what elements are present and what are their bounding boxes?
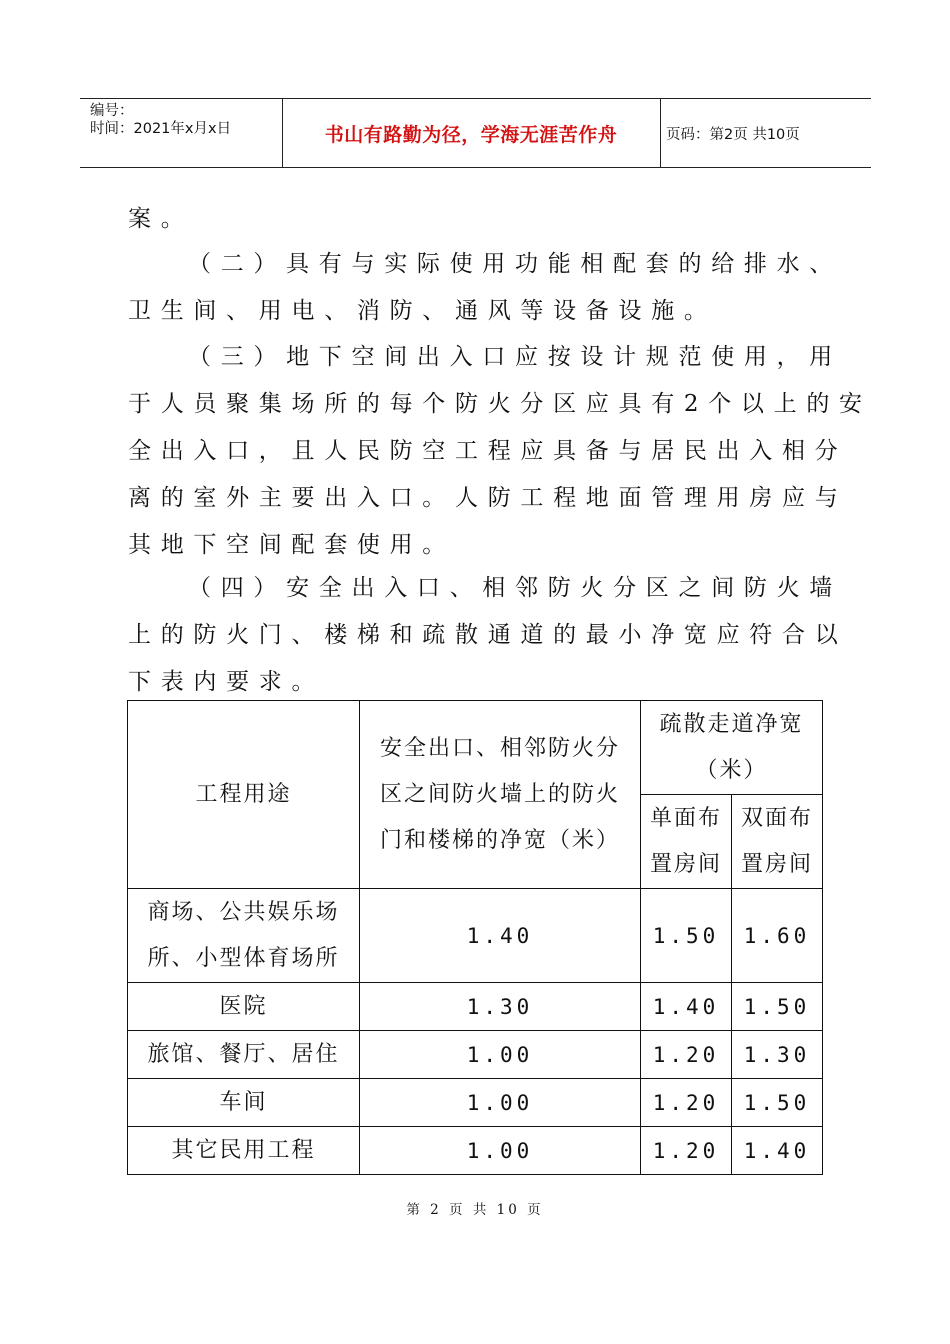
- cell-double-width: 1.40: [732, 1127, 823, 1175]
- text-line: 离的室外主要出入口。人防工程地面管理用房应与: [128, 485, 848, 511]
- document-number-label: 编号：: [90, 103, 134, 119]
- cell-double-width: 1.50: [732, 983, 823, 1031]
- header-page-code: 页码：第2页 共10页: [666, 126, 800, 143]
- cell-exit-width: 1.40: [360, 889, 641, 983]
- cell-single-width: 1.20: [641, 1031, 732, 1079]
- header-text-line: 双面布: [740, 805, 813, 831]
- header-cell-corridor-width: [641, 701, 823, 795]
- cell-use: 旅馆、餐厅、居住: [128, 1031, 360, 1079]
- width-requirements-table: [127, 700, 823, 1175]
- page-footer: 第 2 页 共 10 页: [406, 1202, 544, 1218]
- table-row: [128, 889, 823, 983]
- paragraph-continuation: [128, 196, 818, 243]
- cell-use: 车间: [128, 1079, 360, 1127]
- cell-double-width: 1.50: [732, 1079, 823, 1127]
- cell-exit-width: 1.30: [360, 983, 641, 1031]
- cell-exit-width: 1.00: [360, 1031, 641, 1079]
- cell-exit-width: 1.00: [360, 1079, 641, 1127]
- header-motto: 书山有路勤为径，学海无涯苦作舟: [324, 123, 618, 146]
- header-text-line: 单面布: [649, 805, 722, 831]
- cell-text-line: 所、小型体育场所: [147, 945, 340, 971]
- text-line: （二）具有与实际使用功能相配套的给排水、: [188, 251, 842, 277]
- text-line: 上的防火门、楼梯和疏散通道的最小净宽应符合以: [128, 622, 848, 648]
- paragraph-four: [128, 565, 848, 706]
- text-line: 下表内要求。: [128, 669, 325, 695]
- cell-single-width: 1.20: [641, 1127, 732, 1175]
- cell-single-width: 1.20: [641, 1079, 732, 1127]
- text-line: 于人员聚集场所的每个防火分区应具有2个以上的安: [128, 391, 872, 417]
- header-text-line: 门和楼梯的净宽（米）: [379, 827, 620, 853]
- header-text-line: 置房间: [649, 851, 722, 877]
- cell-single-width: 1.50: [641, 889, 732, 983]
- cell-use: 医院: [128, 983, 360, 1031]
- header-cell-double-sided: [732, 795, 823, 889]
- cell-single-width: 1.40: [641, 983, 732, 1031]
- cell-use: 其它民用工程: [128, 1127, 360, 1175]
- header-text-line: 区之间防火墙上的防火: [379, 781, 620, 807]
- text-line: 案。: [128, 206, 194, 232]
- header-cell-use: 工程用途: [128, 701, 360, 889]
- header-text-line: 置房间: [740, 851, 813, 877]
- cell-exit-width: 1.00: [360, 1127, 641, 1175]
- cell-double-width: 1.30: [732, 1031, 823, 1079]
- header-text-line: 疏散走道净宽: [659, 711, 804, 737]
- table-row: [128, 1079, 823, 1127]
- table-row: [128, 1031, 823, 1079]
- page-header: [80, 98, 871, 168]
- cell-text-line: 商场、公共娱乐场: [147, 899, 340, 925]
- text-line: （四）安全出入口、相邻防火分区之间防火墙: [188, 575, 842, 601]
- text-line: 卫生间、用电、消防、通风等设备设施。: [128, 298, 717, 324]
- table-row: [128, 1127, 823, 1175]
- header-cell-exit-width: [360, 701, 641, 889]
- document-time-label: 时间：2021年x月x日: [90, 121, 232, 137]
- header-text-line: （米）: [695, 757, 768, 783]
- cell-double-width: 1.60: [732, 889, 823, 983]
- table-row: [128, 983, 823, 1031]
- header-divider: [660, 98, 661, 168]
- header-text-line: 安全出口、相邻防火分: [379, 735, 620, 761]
- text-line: 其地下空间配套使用。: [128, 532, 455, 558]
- cell-use: [128, 889, 360, 983]
- paragraph-two: [128, 241, 842, 335]
- text-line: 全出入口，且人民防空工程应具备与居民出入相分: [128, 438, 848, 464]
- header-cell-single-sided: [641, 795, 732, 889]
- text-line: （三）地下空间出入口应按设计规范使用，用: [188, 344, 842, 370]
- paragraph-three: [128, 334, 872, 569]
- header-meta: [90, 102, 231, 138]
